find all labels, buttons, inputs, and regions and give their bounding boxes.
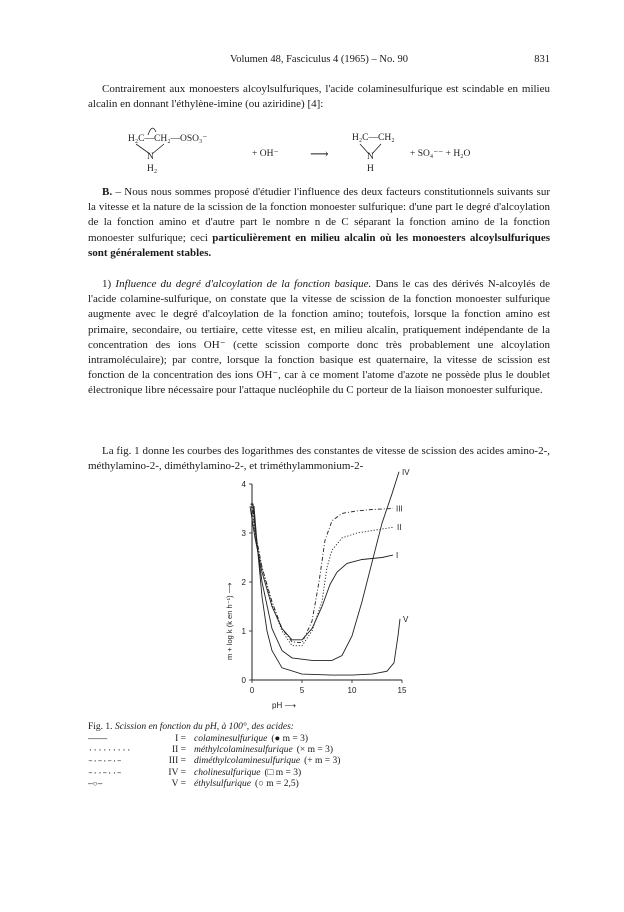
section-b-paragraph [88,185,550,261]
eq-left-n: N [147,152,154,162]
curve-label-iii: III [396,504,403,514]
legend-row-iv [88,768,558,779]
eq-right-h: H [367,164,374,174]
series-curve-i [250,506,393,640]
subsection-title: Influence du degré d'alcoylation de la fonction basique. [115,278,372,290]
curve-label-i: I [396,551,399,561]
series-curve-iii [252,501,393,643]
subsection-text: Dans le cas des dérivés N-alcoylés de l'acide colamine-sulfurique, on constate que la vitesse de scission de la fonction monoester sulfurique augmente avec le degré d'alcoylation de la fonction amino; toutefois, lorsque la fonction amino est primaire, secondaire, ou tertiaire, cette vitesse est, en milieu alcalin, pratiquement indépendante de la concentration des ions OH⁻ (cette scission comporte donc très probablement une alcoylation intramoléculaire); par contre, lorsque la fonction basique est quaternaire, la vitesse de scission est fonction de la concentration des ions OH⁻, car à ce moment l'atome d'azote ne possède plus le doublet électronique libre nécessaire pour l'attaque nucléophile du C porteur de la liaison monoester sulfurique. [88,278,550,397]
subsection-number: 1) [102,278,116,290]
eq-left-h: H₂ [147,164,158,174]
legend-compound: méthylcolaminesulfurique [194,744,293,755]
legend-line-sample: —○— [88,780,103,790]
legend-compound: diméthylcolaminesulfurique [194,756,301,767]
y-tick-label: 3 [241,529,246,538]
legend-row-v [88,779,558,790]
eq-right-top: H₂C—CH₂ [352,133,395,143]
eq-right-ring [348,120,408,170]
caption-title: Scission en fonction du pH, à 100°, des acides: [114,722,294,732]
legend-compound: colaminesulfurique [194,733,268,744]
legend-marker: (□ m = 3) [264,767,302,778]
eq-left-ring [120,120,200,170]
page-number: 831 [534,54,550,65]
legend-line-sample: ········· [88,745,132,755]
eq-plus-oh: + OH⁻ [252,149,279,159]
y-axis-label: m + log k (k en h⁻¹) ⟶ [225,582,234,660]
curve-label-v: V [403,614,409,624]
legend-row-iii [88,756,558,767]
legend-number: II = [171,744,186,755]
x-tick-label: 0 [249,686,255,695]
reaction-equation [120,120,550,180]
figure-1-chart [218,467,418,716]
legend-row-i [88,734,558,745]
legend-number: V = [171,779,186,790]
curve-label-ii: II [397,523,402,533]
y-tick-label: 4 [241,480,246,489]
eq-left-top: H₂C—CH₂—OSO₃⁻ [128,134,208,144]
legend-compound: cholinesulfurique [194,767,261,778]
subsection-1-paragraph [88,277,550,399]
legend-marker: (● m = 3) [271,733,309,744]
intro-paragraph [88,82,550,112]
section-b-label: B. [102,186,113,198]
y-tick-label: 2 [241,578,246,587]
figure-intro-paragraph [88,444,550,474]
figure-intro-text: La fig. 1 donne les courbes des logarithmes des constantes de vitesse de scission des acides amino-2-, méthylamino-2-, diméthylamino-2-, et triméthylammonium-2- [88,445,550,473]
legend-line-sample: –·–·–·– [88,757,122,767]
intro-text: Contrairement aux monoesters alcoylsulfuriques, l'acide colaminesulfurique est scindable en milieu alcalin en donnant l'éthylène-imine (ou aziridine) [4]: [88,83,550,111]
legend-marker: (× m = 3) [296,744,333,755]
section-b-bold: particulièrement en milieu alcalin où les monoesters alcoylsulfuriques sont généralement stables. [88,231,550,259]
legend-marker: (+ m = 3) [304,756,341,767]
series-curve-ii [251,504,394,646]
caption-prefix: Fig. 1. [88,722,113,732]
x-tick-label: 15 [397,686,407,695]
eq-right-n: N [367,152,374,162]
x-tick-label: 10 [347,686,357,695]
legend-compound: éthylsulfurique [194,779,251,790]
legend-line-sample: –··–··– [88,768,122,778]
eq-arrow: ⟶ [310,146,329,161]
legend-row-ii [88,745,558,756]
y-tick-label: 1 [241,627,246,636]
journal-info: Volumen 48, Fasciculus 4 (1965) – No. 90 [229,54,408,65]
caption-legend [88,734,558,791]
x-axis-label: pH ⟶ [272,701,296,710]
legend-line-sample: ———— [88,734,108,744]
figure-caption [88,722,558,791]
legend-marker: (○ m = 2,5) [255,779,299,790]
legend-number: III = [168,756,186,767]
eq-products: + SO₄⁻⁻ + H₂O [410,149,471,159]
legend-number: I = [175,733,186,744]
legend-number: IV = [168,767,186,778]
curve-label-iv: IV [402,467,410,477]
series-curve-v [254,506,400,675]
x-tick-label: 5 [299,686,305,695]
y-tick-label: 0 [241,676,246,685]
section-b-text: – Nous nous sommes proposé d'étudier l'influence des deux facteurs constitutionnels suivants sur la vitesse et la nature de la scission de la fonction monoester sulfurique: d'une part le degré d'alcoylation de la fonction amino et d'autre part le nombre n de C séparant la fonction amino de la fonction monoester sulfurique; ceci [88,186,550,244]
